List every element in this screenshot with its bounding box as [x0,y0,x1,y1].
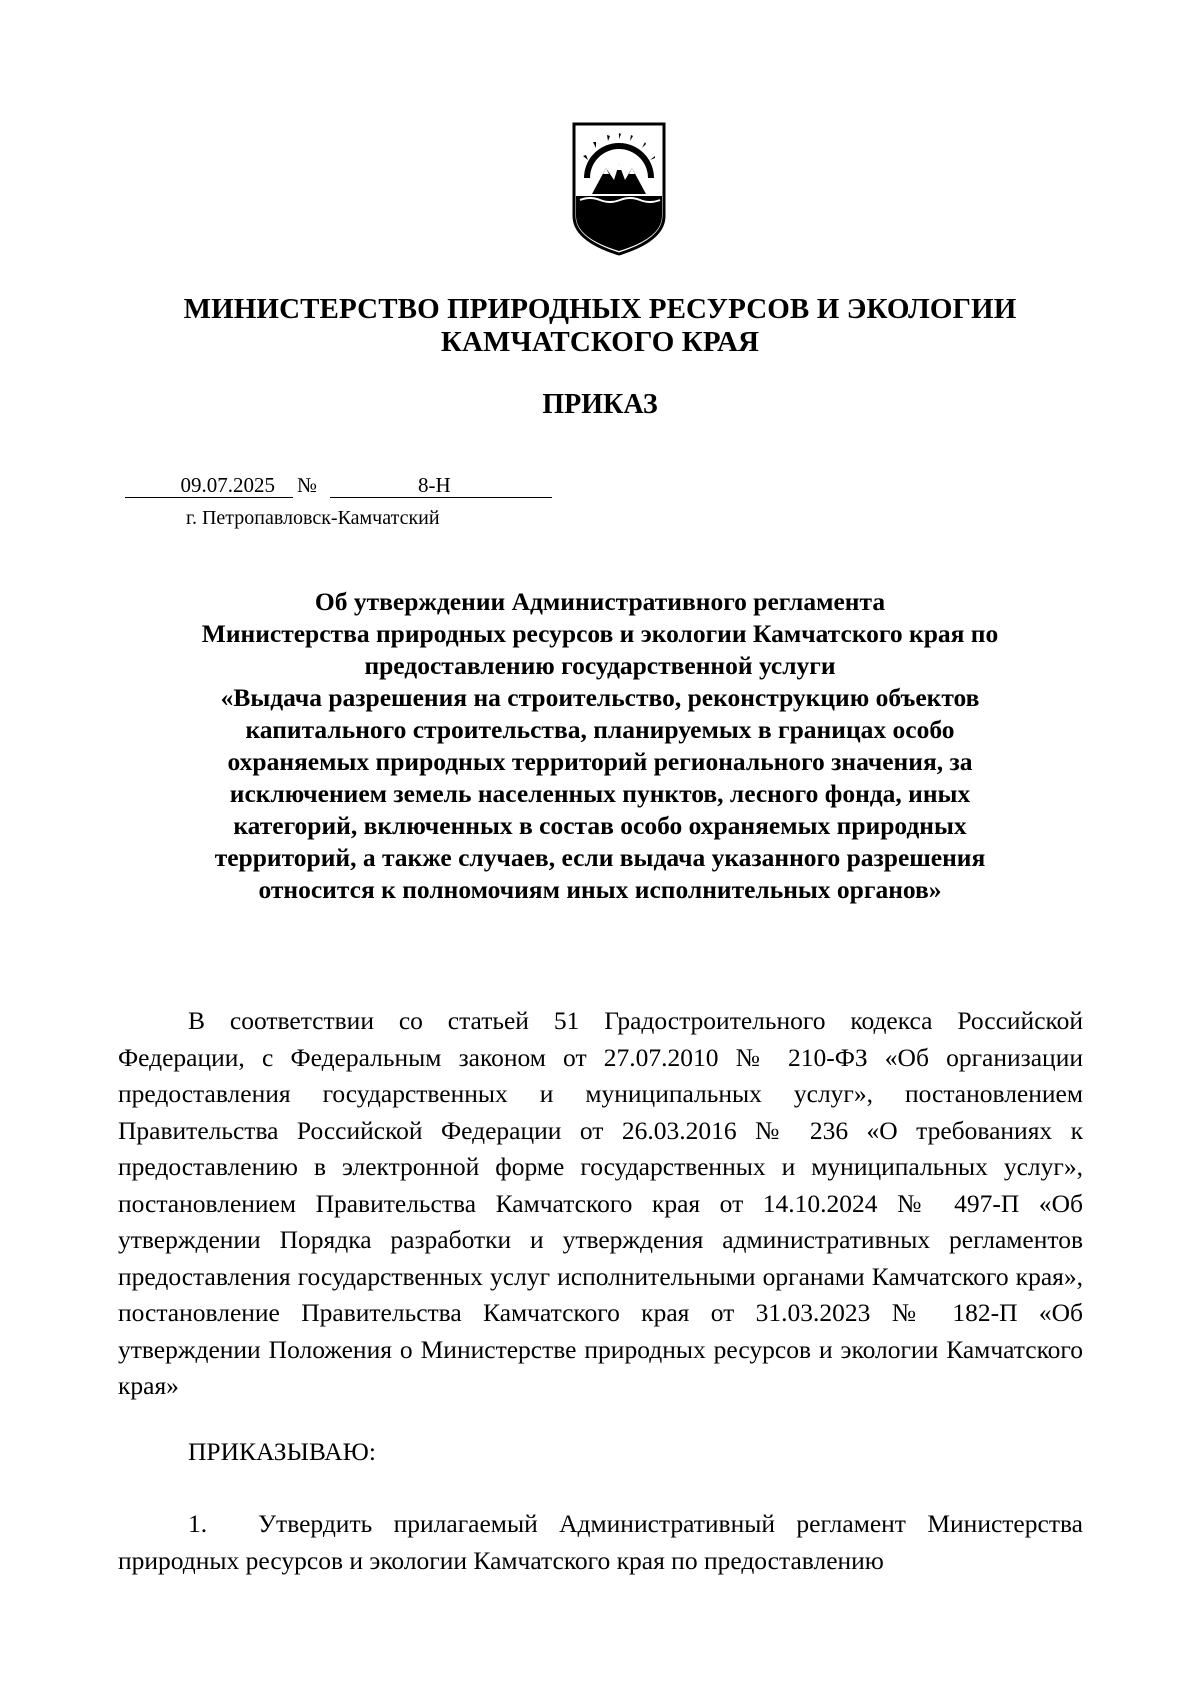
registration-number: 8-Н [418,473,451,497]
subject-line: Министерства природных ресурсов и экологии Камчатского края по [201,619,999,648]
subject-line: капитального строительства, планируемых в границах особо [245,715,955,744]
registration-date: 09.07.2025 [180,473,275,497]
clause-1-number: 1. [188,1509,208,1538]
ministry-name-line-2: КАМЧАТСКОГО КРАЯ [440,326,760,358]
date-underline [125,497,293,498]
subject-line: категорий, включенных в состав особо охраняемых природных [233,811,967,840]
clause-1-text: Утвердить прилагаемый Административный регламент Министерства природных ресурсов и экологии Камчатского края по предоставлению [118,1509,1083,1575]
subject-line: Об утверждении Административного регламента [314,587,886,616]
subject-line: исключением земель населенных пунктов, лесного фонда, иных [229,779,971,808]
clause-1 [118,1506,1083,1579]
document-subject [150,586,1050,906]
registration-number-sign: № [297,473,318,497]
subject-line: предоставлению государственной услуги [364,651,836,680]
subject-line: относится к полномочиям иных исполнительных органов» [258,875,942,904]
registration-place: г. Петропавловск-Камчатский [186,507,440,529]
subject-line: территорий, а также случаев, если выдача указанного разрешения [214,843,986,872]
ministry-name [0,293,1200,359]
subject-line: охраняемых природных территорий регионального значения, за [227,747,973,776]
subject-line: «Выдача разрешения на строительство, реконструкцию объектов [220,683,980,712]
ministry-name-line-1: МИНИСТЕРСТВО ПРИРОДНЫХ РЕСУРСОВ И ЭКОЛОГИИ [183,293,1017,325]
preamble-paragraph: В соответствии со статьей 51 Градостроительного кодекса Российской Федерации, с Федеральным законом от 27.07.2010 № 210-ФЗ «Об организации предоставления государственных и муниципальных услуг», постановлением Правительства Российской Федерации от 26.03.2016 № 236 «О требованиях к предоставлению в электронной форме государственных и муниципальных услуг», постановлением Правительства Камчатского края от 14.10.2024 № 497-П «Об утверждении Порядка разработки и утверждения административных регламентов предоставления государственных услуг исполнительными органами Камчатского края», постановление Правительства Камчатского края от 31.03.2023 № 182-П «Об утверждении Положения о Министерстве природных ресурсов и экологии Камчатского края» [118,1006,1083,1400]
kamchatka-coat-of-arms-icon [570,120,668,258]
document-type: ПРИКАЗ [542,389,658,420]
number-underline [330,497,552,498]
order-word: ПРИКАЗЫВАЮ: [188,1437,376,1466]
